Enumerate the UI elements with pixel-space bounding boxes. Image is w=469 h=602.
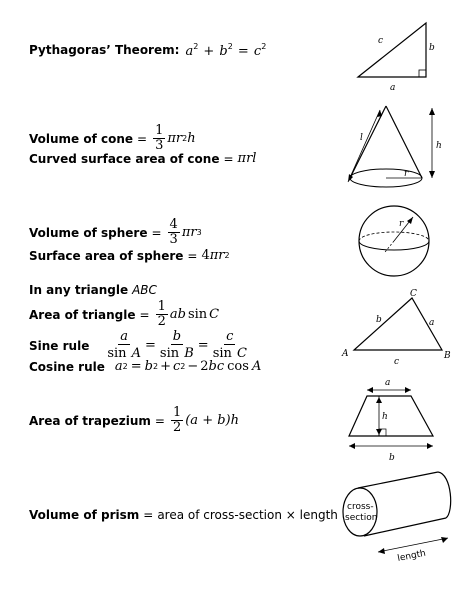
trapezium-bottom-label: b bbox=[389, 453, 395, 463]
cone-volume-fraction: $\frac{1}{3}$ bbox=[155, 123, 164, 153]
triangle-heading-row: In any triangle ABC bbox=[29, 283, 157, 297]
prism-row: Volume of prism = area of cross-section × length bbox=[29, 508, 338, 522]
cross-section-label-line2: section bbox=[345, 513, 378, 523]
cone-height-label: h bbox=[436, 141, 442, 151]
cosine-rule-row: Cosine rule a 2 = b 2 + c 2 − 2 bc cos A bbox=[29, 359, 262, 374]
side-a-label: a bbox=[429, 318, 435, 328]
side-a-label: a bbox=[390, 83, 396, 93]
pythagoras-label: Pythagoras’ Theorem bbox=[29, 42, 175, 57]
cross-section-label-line1: cross- bbox=[347, 502, 374, 512]
trapezium-top-label: a bbox=[385, 378, 391, 388]
triangle-area-row: Area of triangle = $\frac{1}{2}$ ab sin C bbox=[29, 299, 220, 329]
cone-volume-row: Volume of cone = $\frac{1}{3}$ πr 2 h bbox=[29, 123, 196, 153]
pythagoras-row: Pythagoras’ Theorem : $a^2 + b^2 = c^2$ bbox=[29, 42, 267, 59]
sine-rule-row: Sine rule $\frac{a}{\text{sin A}}$ = $\frac{b}{\text{sin B}}$ = $\frac{c}{\text{sin C}}$ bbox=[29, 329, 247, 361]
prism-length-label: length bbox=[396, 548, 427, 564]
sphere-figure bbox=[355, 200, 435, 284]
prism-label: Volume of prism bbox=[29, 508, 140, 522]
sphere-volume-fraction: $\frac{4}{3}$ bbox=[169, 217, 178, 247]
hypotenuse-label: c bbox=[378, 36, 384, 46]
trapezium-height-label: h bbox=[382, 412, 388, 422]
vertex-a-label: A bbox=[342, 349, 349, 359]
triangle-heading: In any triangle bbox=[29, 283, 129, 297]
side-b-label: b bbox=[376, 315, 382, 325]
side-b-label: b bbox=[429, 43, 435, 53]
sphere-volume-label: Volume of sphere bbox=[29, 225, 148, 240]
cone-surface-row: Curved surface area of cone = πrl bbox=[29, 151, 257, 166]
cone-surface-formula: πrl bbox=[237, 151, 257, 166]
trapezium-shape bbox=[349, 396, 433, 436]
triangle-area-label: Area of triangle bbox=[29, 307, 136, 322]
prism-figure bbox=[338, 466, 466, 566]
general-triangle-figure bbox=[340, 288, 455, 368]
sine-rule-label: Sine rule bbox=[29, 338, 90, 353]
cone-figure bbox=[338, 100, 448, 200]
right-angle-marker bbox=[419, 70, 426, 77]
trapezium-fraction: $\frac{1}{2}$ bbox=[172, 405, 182, 435]
right-triangle-figure bbox=[350, 15, 440, 95]
triangle-area-fraction: $\frac{1}{2}$ bbox=[157, 299, 166, 329]
cosine-rule-label: Cosine rule bbox=[29, 359, 105, 374]
sphere-radius-label: r bbox=[399, 219, 404, 229]
sphere-surface-label: Surface area of sphere bbox=[29, 248, 184, 263]
vertex-b-label: B bbox=[444, 351, 451, 361]
sphere-volume-row: Volume of sphere = $\frac{4}{3}$ πr 3 bbox=[29, 217, 202, 247]
cone-radius-label: r bbox=[404, 169, 409, 179]
right-triangle-shape bbox=[358, 23, 426, 77]
pythagoras-formula: $a^2 + b^2 = c^2$ bbox=[185, 42, 267, 59]
vertex-c-label: C bbox=[410, 289, 417, 299]
trapezium-figure bbox=[345, 374, 445, 464]
side-c-label: c bbox=[394, 357, 400, 367]
prism-formula: area of cross-section × length bbox=[157, 508, 338, 522]
cone-slant-label: l bbox=[360, 133, 363, 143]
trapezium-row: Area of trapezium = $\frac{1}{2}$ (a + b)h bbox=[29, 405, 239, 435]
sphere-surface-row: Surface area of sphere = 4 πr 2 bbox=[29, 248, 230, 263]
cone-surface-label: Curved surface area of cone bbox=[29, 151, 220, 166]
prism-cross-section bbox=[343, 488, 377, 536]
cone-volume-label: Volume of cone bbox=[29, 131, 134, 146]
trapezium-label: Area of trapezium bbox=[29, 413, 151, 428]
